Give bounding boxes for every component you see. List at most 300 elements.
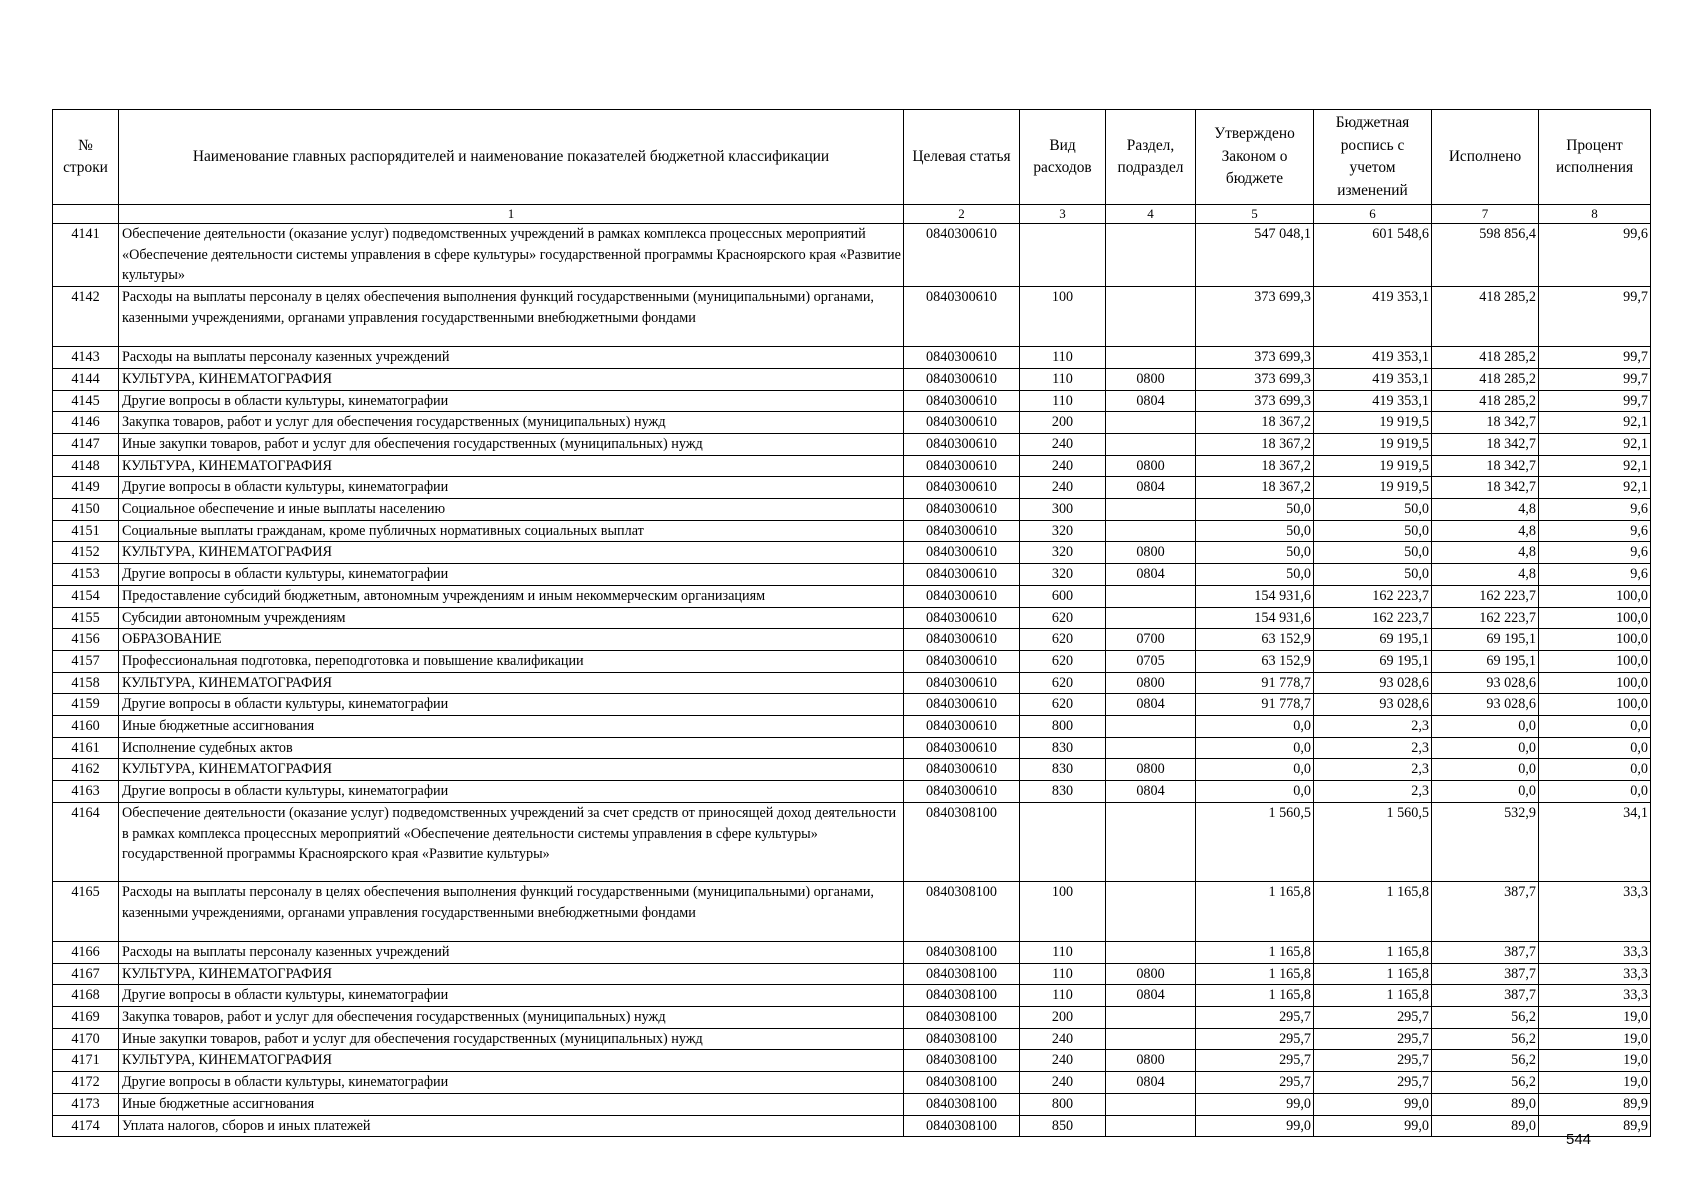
item-name: Исполнение судебных актов	[119, 737, 904, 759]
approved-amount: 1 165,8	[1196, 963, 1314, 985]
target-article: 0840300610	[904, 629, 1020, 651]
section-code: 0800	[1106, 368, 1196, 390]
table-row	[53, 347, 1651, 369]
approved-amount: 0,0	[1196, 716, 1314, 738]
target-article: 0840300610	[904, 287, 1020, 347]
item-name: Другие вопросы в области культуры, кинематографии	[119, 694, 904, 716]
executed-amount: 18 342,7	[1432, 412, 1539, 434]
target-article: 0840300610	[904, 412, 1020, 434]
approved-amount: 0,0	[1196, 737, 1314, 759]
budget-amount: 69 195,1	[1314, 650, 1432, 672]
expense-type: 830	[1020, 737, 1106, 759]
section-code: 0800	[1106, 759, 1196, 781]
table-body	[53, 224, 1651, 1137]
execution-percent: 0,0	[1539, 759, 1651, 781]
column-number-row	[53, 205, 1651, 224]
budget-amount: 19 919,5	[1314, 412, 1432, 434]
approved-amount: 99,0	[1196, 1093, 1314, 1115]
section-code: 0800	[1106, 542, 1196, 564]
approved-amount: 63 152,9	[1196, 650, 1314, 672]
execution-percent: 19,0	[1539, 1006, 1651, 1028]
executed-amount: 18 342,7	[1432, 477, 1539, 499]
target-article: 0840308100	[904, 1115, 1020, 1137]
target-article: 0840300610	[904, 650, 1020, 672]
target-article: 0840300610	[904, 737, 1020, 759]
execution-percent: 100,0	[1539, 694, 1651, 716]
budget-amount: 295,7	[1314, 1028, 1432, 1050]
section-code	[1106, 224, 1196, 287]
execution-percent: 9,6	[1539, 499, 1651, 521]
row-number: 4170	[53, 1028, 119, 1050]
item-name: Закупка товаров, работ и услуг для обеспечения государственных (муниципальных) нужд	[119, 412, 904, 434]
approved-amount: 18 367,2	[1196, 433, 1314, 455]
item-name: Обеспечение деятельности (оказание услуг) подведомственных учреждений в рамках комплекса процессных мероприятий «Обеспечение деятельности системы управления в сфере культуры» государственной программы Красноярского края «Развитие культуры»	[119, 224, 904, 287]
budget-amount: 295,7	[1314, 1072, 1432, 1094]
executed-amount: 93 028,6	[1432, 672, 1539, 694]
budget-amount: 50,0	[1314, 499, 1432, 521]
executed-amount: 18 342,7	[1432, 455, 1539, 477]
executed-amount: 89,0	[1432, 1093, 1539, 1115]
executed-amount: 0,0	[1432, 781, 1539, 803]
column-number: 3	[1020, 205, 1106, 224]
item-name: Иные закупки товаров, работ и услуг для обеспечения государственных (муниципальных) нужд	[119, 1028, 904, 1050]
row-number: 4160	[53, 716, 119, 738]
table-row	[53, 499, 1651, 521]
header-expense-type: Вид расходов	[1020, 110, 1106, 205]
section-code: 0705	[1106, 650, 1196, 672]
approved-amount: 1 165,8	[1196, 985, 1314, 1007]
approved-amount: 154 931,6	[1196, 585, 1314, 607]
column-number: 6	[1314, 205, 1432, 224]
budget-amount: 419 353,1	[1314, 347, 1432, 369]
target-article: 0840300610	[904, 433, 1020, 455]
table-row	[53, 1115, 1651, 1137]
expense-type: 100	[1020, 881, 1106, 941]
section-code	[1106, 1028, 1196, 1050]
expense-type: 110	[1020, 368, 1106, 390]
expense-type: 850	[1020, 1115, 1106, 1137]
item-name: КУЛЬТУРА, КИНЕМАТОГРАФИЯ	[119, 963, 904, 985]
row-number: 4142	[53, 287, 119, 347]
execution-percent: 99,7	[1539, 368, 1651, 390]
approved-amount: 50,0	[1196, 564, 1314, 586]
item-name: Другие вопросы в области культуры, кинематографии	[119, 1072, 904, 1094]
budget-amount: 162 223,7	[1314, 585, 1432, 607]
table-row	[53, 477, 1651, 499]
item-name: Расходы на выплаты персоналу казенных учреждений	[119, 347, 904, 369]
target-article: 0840308100	[904, 1050, 1020, 1072]
execution-percent: 0,0	[1539, 781, 1651, 803]
approved-amount: 0,0	[1196, 759, 1314, 781]
execution-percent: 89,9	[1539, 1093, 1651, 1115]
executed-amount: 69 195,1	[1432, 650, 1539, 672]
budget-amount: 69 195,1	[1314, 629, 1432, 651]
section-code: 0804	[1106, 694, 1196, 716]
executed-amount: 387,7	[1432, 985, 1539, 1007]
table-row	[53, 1093, 1651, 1115]
table-row	[53, 564, 1651, 586]
budget-amount: 1 165,8	[1314, 881, 1432, 941]
item-name: Предоставление субсидий бюджетным, автономным учреждениям и иным некоммерческим организациям	[119, 585, 904, 607]
section-code: 0804	[1106, 390, 1196, 412]
executed-amount: 0,0	[1432, 716, 1539, 738]
section-code	[1106, 1006, 1196, 1028]
budget-amount: 93 028,6	[1314, 672, 1432, 694]
budget-amount: 19 919,5	[1314, 433, 1432, 455]
budget-amount: 1 560,5	[1314, 802, 1432, 881]
execution-percent: 9,6	[1539, 542, 1651, 564]
column-number: 4	[1106, 205, 1196, 224]
table-row	[53, 629, 1651, 651]
approved-amount: 1 560,5	[1196, 802, 1314, 881]
target-article: 0840308100	[904, 1093, 1020, 1115]
header-approved: Утверждено Законом о бюджете	[1196, 110, 1314, 205]
execution-percent: 9,6	[1539, 520, 1651, 542]
target-article: 0840308100	[904, 963, 1020, 985]
row-number: 4153	[53, 564, 119, 586]
header-percent: Процент исполнения	[1539, 110, 1651, 205]
target-article: 0840308100	[904, 802, 1020, 881]
expense-type: 830	[1020, 781, 1106, 803]
table-row	[53, 224, 1651, 287]
budget-amount: 2,3	[1314, 781, 1432, 803]
row-number: 4147	[53, 433, 119, 455]
column-number: 7	[1432, 205, 1539, 224]
approved-amount: 91 778,7	[1196, 672, 1314, 694]
expense-type: 110	[1020, 963, 1106, 985]
table-row	[53, 542, 1651, 564]
section-code	[1106, 881, 1196, 941]
column-number: 8	[1539, 205, 1651, 224]
executed-amount: 89,0	[1432, 1115, 1539, 1137]
expense-type: 620	[1020, 650, 1106, 672]
row-number: 4156	[53, 629, 119, 651]
table-row	[53, 585, 1651, 607]
expense-type: 110	[1020, 941, 1106, 963]
column-number: 5	[1196, 205, 1314, 224]
executed-amount: 56,2	[1432, 1072, 1539, 1094]
item-name: Другие вопросы в области культуры, кинематографии	[119, 564, 904, 586]
section-code	[1106, 585, 1196, 607]
budget-amount: 50,0	[1314, 520, 1432, 542]
item-name: Социальное обеспечение и иные выплаты населению	[119, 499, 904, 521]
table-row	[53, 607, 1651, 629]
expense-type: 620	[1020, 629, 1106, 651]
item-name: КУЛЬТУРА, КИНЕМАТОГРАФИЯ	[119, 455, 904, 477]
execution-percent: 99,7	[1539, 390, 1651, 412]
executed-amount: 387,7	[1432, 941, 1539, 963]
row-number: 4167	[53, 963, 119, 985]
approved-amount: 295,7	[1196, 1006, 1314, 1028]
target-article: 0840308100	[904, 985, 1020, 1007]
table-row	[53, 455, 1651, 477]
row-number: 4164	[53, 802, 119, 881]
expense-type: 600	[1020, 585, 1106, 607]
target-article: 0840308100	[904, 881, 1020, 941]
expense-type	[1020, 802, 1106, 881]
approved-amount: 18 367,2	[1196, 477, 1314, 499]
target-article: 0840300610	[904, 607, 1020, 629]
target-article: 0840300610	[904, 455, 1020, 477]
item-name: Субсидии автономным учреждениям	[119, 607, 904, 629]
target-article: 0840300610	[904, 716, 1020, 738]
item-name: Иные бюджетные ассигнования	[119, 716, 904, 738]
execution-percent: 99,6	[1539, 224, 1651, 287]
table-row	[53, 1050, 1651, 1072]
target-article: 0840300610	[904, 781, 1020, 803]
execution-percent: 99,7	[1539, 347, 1651, 369]
expense-type: 620	[1020, 672, 1106, 694]
table-row	[53, 963, 1651, 985]
approved-amount: 50,0	[1196, 520, 1314, 542]
execution-percent: 92,1	[1539, 412, 1651, 434]
budget-amount: 419 353,1	[1314, 390, 1432, 412]
section-code: 0804	[1106, 985, 1196, 1007]
table-row	[53, 390, 1651, 412]
expense-type: 240	[1020, 1028, 1106, 1050]
expense-type: 800	[1020, 716, 1106, 738]
row-number: 4150	[53, 499, 119, 521]
executed-amount: 4,8	[1432, 499, 1539, 521]
budget-amount: 1 165,8	[1314, 963, 1432, 985]
budget-amount: 2,3	[1314, 759, 1432, 781]
target-article: 0840300610	[904, 694, 1020, 716]
budget-amount: 419 353,1	[1314, 368, 1432, 390]
approved-amount: 18 367,2	[1196, 412, 1314, 434]
item-name: Профессиональная подготовка, переподготовка и повышение квалификации	[119, 650, 904, 672]
executed-amount: 4,8	[1432, 520, 1539, 542]
executed-amount: 387,7	[1432, 881, 1539, 941]
approved-amount: 91 778,7	[1196, 694, 1314, 716]
expense-type: 240	[1020, 1050, 1106, 1072]
table-row	[53, 985, 1651, 1007]
budget-amount: 295,7	[1314, 1050, 1432, 1072]
target-article: 0840300610	[904, 564, 1020, 586]
table-row	[53, 737, 1651, 759]
table-row	[53, 672, 1651, 694]
expense-type: 110	[1020, 985, 1106, 1007]
target-article: 0840300610	[904, 224, 1020, 287]
header-row-number: № строки	[53, 110, 119, 205]
section-code: 0804	[1106, 477, 1196, 499]
expense-type: 620	[1020, 607, 1106, 629]
section-code	[1106, 802, 1196, 881]
budget-amount: 419 353,1	[1314, 287, 1432, 347]
item-name: КУЛЬТУРА, КИНЕМАТОГРАФИЯ	[119, 368, 904, 390]
approved-amount: 373 699,3	[1196, 287, 1314, 347]
section-code	[1106, 1115, 1196, 1137]
executed-amount: 532,9	[1432, 802, 1539, 881]
row-number: 4168	[53, 985, 119, 1007]
budget-amount: 93 028,6	[1314, 694, 1432, 716]
row-number: 4144	[53, 368, 119, 390]
table-row	[53, 412, 1651, 434]
section-code: 0700	[1106, 629, 1196, 651]
budget-amount: 99,0	[1314, 1093, 1432, 1115]
target-article: 0840300610	[904, 585, 1020, 607]
target-article: 0840300610	[904, 542, 1020, 564]
section-code	[1106, 737, 1196, 759]
budget-amount: 601 548,6	[1314, 224, 1432, 287]
expense-type: 800	[1020, 1093, 1106, 1115]
table-row	[53, 881, 1651, 941]
row-number: 4169	[53, 1006, 119, 1028]
expense-type: 320	[1020, 520, 1106, 542]
approved-amount: 99,0	[1196, 1115, 1314, 1137]
header-row	[53, 110, 1651, 205]
approved-amount: 295,7	[1196, 1050, 1314, 1072]
approved-amount: 1 165,8	[1196, 881, 1314, 941]
row-number: 4174	[53, 1115, 119, 1137]
target-article: 0840300610	[904, 672, 1020, 694]
expense-type: 320	[1020, 564, 1106, 586]
execution-percent: 92,1	[1539, 477, 1651, 499]
section-code	[1106, 607, 1196, 629]
execution-percent: 92,1	[1539, 455, 1651, 477]
section-code: 0804	[1106, 781, 1196, 803]
column-number: 1	[119, 205, 904, 224]
page-number: 544	[1566, 1131, 1592, 1148]
item-name: Обеспечение деятельности (оказание услуг) подведомственных учреждений за счет средств от приносящей доход деятельности в рамках комплекса процессных мероприятий «Обеспечение деятельности системы управления в сфере культуры» государственной программы Красноярского края «Развитие культуры»	[119, 802, 904, 881]
item-name: Закупка товаров, работ и услуг для обеспечения государственных (муниципальных) нужд	[119, 1006, 904, 1028]
execution-percent: 19,0	[1539, 1072, 1651, 1094]
executed-amount: 0,0	[1432, 737, 1539, 759]
table-row	[53, 433, 1651, 455]
row-number: 4158	[53, 672, 119, 694]
target-article: 0840308100	[904, 941, 1020, 963]
expense-type: 200	[1020, 412, 1106, 434]
executed-amount: 418 285,2	[1432, 347, 1539, 369]
execution-percent: 100,0	[1539, 650, 1651, 672]
approved-amount: 50,0	[1196, 499, 1314, 521]
header-executed: Исполнено	[1432, 110, 1539, 205]
header-name: Наименование главных распорядителей и наименование показателей бюджетной классификации	[119, 110, 904, 205]
target-article: 0840300610	[904, 759, 1020, 781]
approved-amount: 50,0	[1196, 542, 1314, 564]
header-section: Раздел, подраздел	[1106, 110, 1196, 205]
execution-percent: 33,3	[1539, 881, 1651, 941]
executed-amount: 162 223,7	[1432, 607, 1539, 629]
budget-amount: 19 919,5	[1314, 455, 1432, 477]
item-name: Иные бюджетные ассигнования	[119, 1093, 904, 1115]
row-number: 4155	[53, 607, 119, 629]
approved-amount: 373 699,3	[1196, 347, 1314, 369]
row-number: 4171	[53, 1050, 119, 1072]
item-name: Другие вопросы в области культуры, кинематографии	[119, 781, 904, 803]
column-number	[53, 205, 119, 224]
row-number: 4151	[53, 520, 119, 542]
executed-amount: 56,2	[1432, 1006, 1539, 1028]
row-number: 4152	[53, 542, 119, 564]
item-name: Расходы на выплаты персоналу в целях обеспечения выполнения функций государственными (муниципальными) органами, казенными учреждениями, органами управления государственными внебюджетными фондами	[119, 881, 904, 941]
budget-amount: 99,0	[1314, 1115, 1432, 1137]
executed-amount: 56,2	[1432, 1028, 1539, 1050]
target-article: 0840300610	[904, 390, 1020, 412]
execution-percent: 33,3	[1539, 963, 1651, 985]
expense-type: 200	[1020, 1006, 1106, 1028]
expense-type: 100	[1020, 287, 1106, 347]
item-name: Расходы на выплаты персоналу казенных учреждений	[119, 941, 904, 963]
target-article: 0840308100	[904, 1028, 1020, 1050]
table-row	[53, 1028, 1651, 1050]
budget-amount: 50,0	[1314, 542, 1432, 564]
section-code	[1106, 412, 1196, 434]
approved-amount: 373 699,3	[1196, 390, 1314, 412]
table-row	[53, 781, 1651, 803]
execution-percent: 100,0	[1539, 607, 1651, 629]
expense-type: 240	[1020, 455, 1106, 477]
section-code: 0800	[1106, 963, 1196, 985]
item-name: ОБРАЗОВАНИЕ	[119, 629, 904, 651]
approved-amount: 373 699,3	[1196, 368, 1314, 390]
row-number: 4163	[53, 781, 119, 803]
expense-type: 240	[1020, 477, 1106, 499]
budget-amount: 50,0	[1314, 564, 1432, 586]
row-number: 4149	[53, 477, 119, 499]
executed-amount: 162 223,7	[1432, 585, 1539, 607]
approved-amount: 63 152,9	[1196, 629, 1314, 651]
budget-amount: 162 223,7	[1314, 607, 1432, 629]
approved-amount: 18 367,2	[1196, 455, 1314, 477]
section-code	[1106, 716, 1196, 738]
approved-amount: 295,7	[1196, 1072, 1314, 1094]
row-number: 4154	[53, 585, 119, 607]
section-code	[1106, 347, 1196, 369]
item-name: Другие вопросы в области культуры, кинематографии	[119, 477, 904, 499]
item-name: Расходы на выплаты персоналу в целях обеспечения выполнения функций государственными (муниципальными) органами, казенными учреждениями, органами управления государственными внебюджетными фондами	[119, 287, 904, 347]
budget-amount: 19 919,5	[1314, 477, 1432, 499]
approved-amount: 295,7	[1196, 1028, 1314, 1050]
item-name: КУЛЬТУРА, КИНЕМАТОГРАФИЯ	[119, 1050, 904, 1072]
executed-amount: 69 195,1	[1432, 629, 1539, 651]
row-number: 4148	[53, 455, 119, 477]
target-article: 0840308100	[904, 1072, 1020, 1094]
section-code	[1106, 520, 1196, 542]
section-code: 0804	[1106, 564, 1196, 586]
expense-type: 620	[1020, 694, 1106, 716]
target-article: 0840308100	[904, 1006, 1020, 1028]
execution-percent: 33,3	[1539, 985, 1651, 1007]
target-article: 0840300610	[904, 368, 1020, 390]
table-row	[53, 1006, 1651, 1028]
row-number: 4172	[53, 1072, 119, 1094]
section-code: 0800	[1106, 672, 1196, 694]
expense-type: 240	[1020, 1072, 1106, 1094]
section-code	[1106, 287, 1196, 347]
executed-amount: 93 028,6	[1432, 694, 1539, 716]
section-code: 0800	[1106, 1050, 1196, 1072]
row-number: 4173	[53, 1093, 119, 1115]
row-number: 4166	[53, 941, 119, 963]
execution-percent: 34,1	[1539, 802, 1651, 881]
header-target-article: Целевая статья	[904, 110, 1020, 205]
table-row	[53, 716, 1651, 738]
approved-amount: 547 048,1	[1196, 224, 1314, 287]
column-number: 2	[904, 205, 1020, 224]
execution-percent: 100,0	[1539, 585, 1651, 607]
section-code	[1106, 433, 1196, 455]
row-number: 4143	[53, 347, 119, 369]
target-article: 0840300610	[904, 477, 1020, 499]
section-code: 0800	[1106, 455, 1196, 477]
target-article: 0840300610	[904, 347, 1020, 369]
approved-amount: 1 165,8	[1196, 941, 1314, 963]
header-budget-schedule: Бюджетная роспись с учетом изменений	[1314, 110, 1432, 205]
item-name: Другие вопросы в области культуры, кинематографии	[119, 985, 904, 1007]
executed-amount: 598 856,4	[1432, 224, 1539, 287]
executed-amount: 418 285,2	[1432, 390, 1539, 412]
table-row	[53, 694, 1651, 716]
